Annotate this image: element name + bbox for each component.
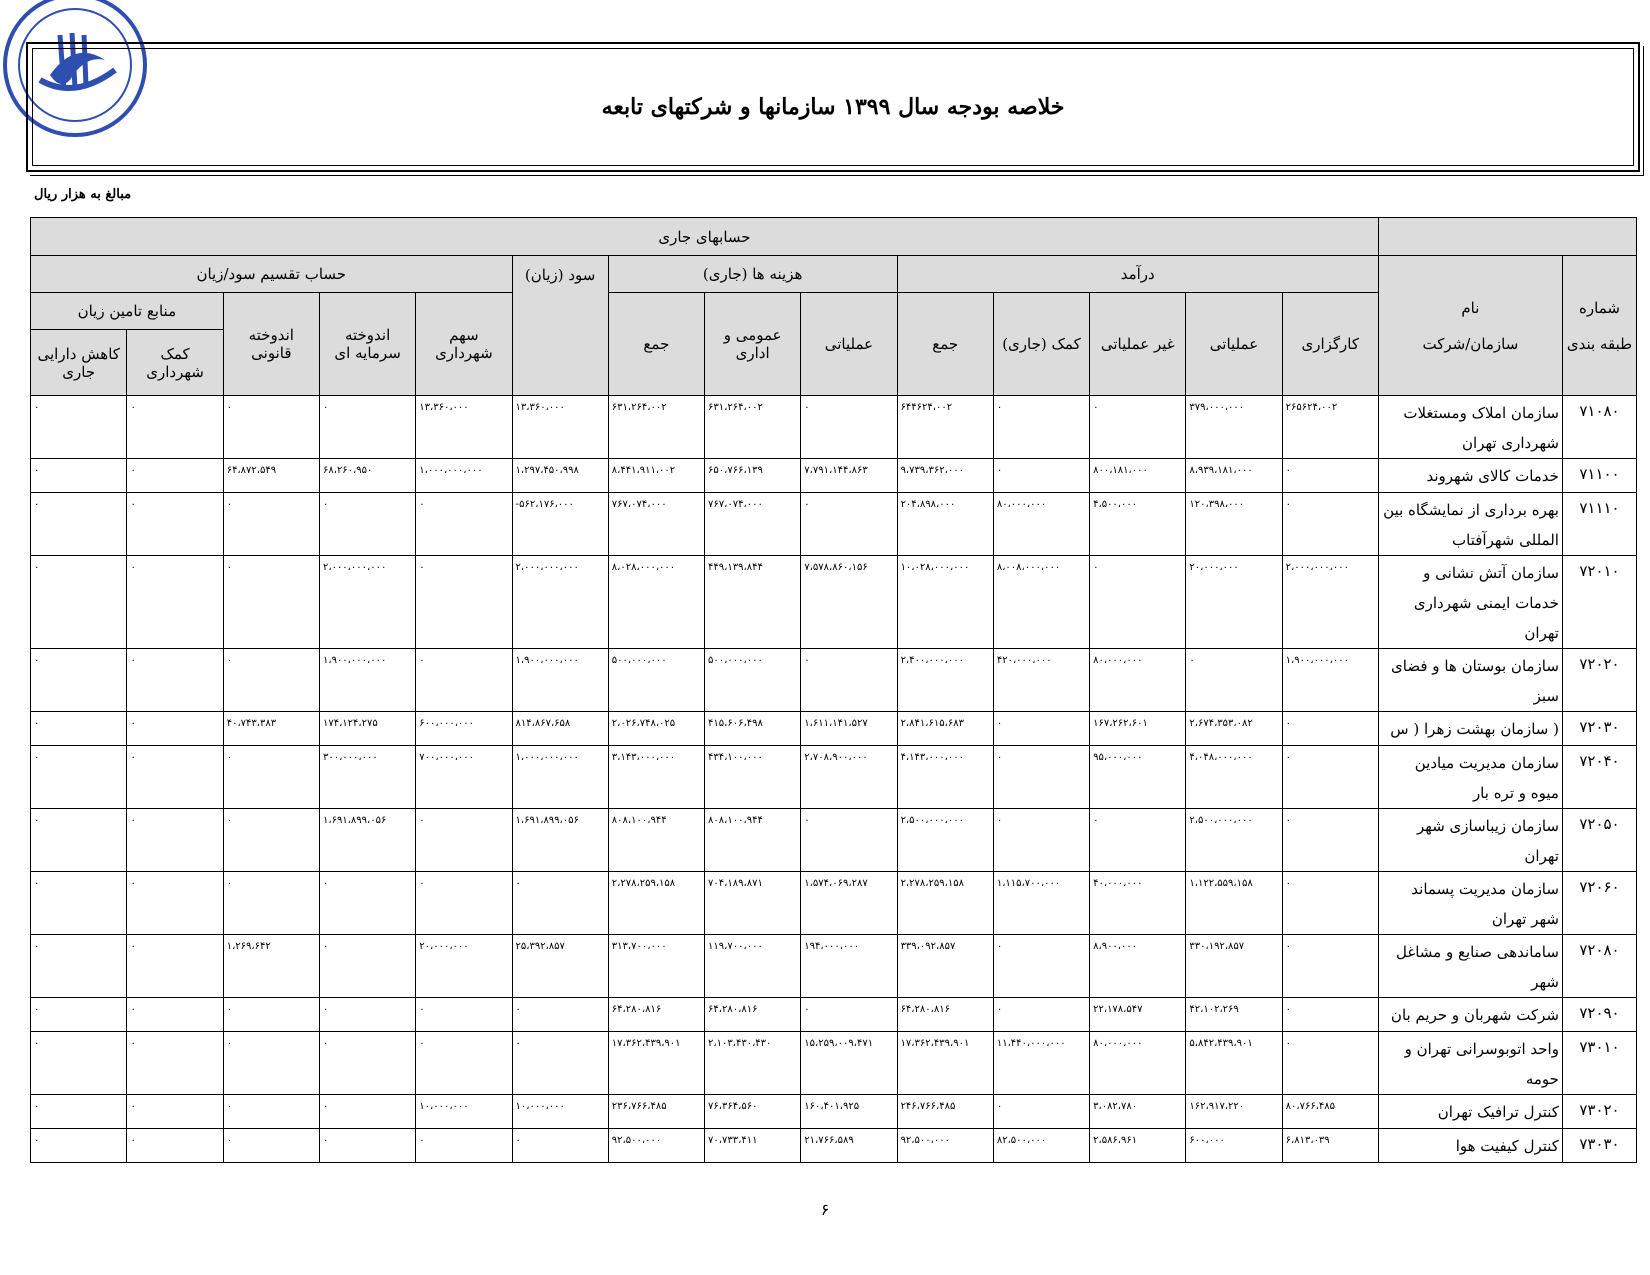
- row-value: ۰: [223, 493, 319, 556]
- row-value: ۱،۱۲۲،۵۵۹،۱۵۸: [1186, 872, 1282, 935]
- row-value: ۰: [993, 712, 1089, 746]
- row-value: ۱۷۴،۱۲۴،۲۷۵: [319, 712, 415, 746]
- row-value: ۷۰،۷۳۳،۴۱۱: [705, 1129, 801, 1163]
- row-value: ۰: [31, 649, 127, 712]
- row-value: ۰: [127, 935, 223, 998]
- row-value: ۲،۸۴۱،۶۱۵،۶۸۳: [897, 712, 993, 746]
- row-value: ۲،۶۷۴،۳۵۳،۰۸۲: [1186, 712, 1282, 746]
- row-value: ۲،۴۰۰،۰۰۰،۰۰۰: [897, 649, 993, 712]
- row-value: ۰: [127, 1129, 223, 1163]
- row-value: ۰: [31, 459, 127, 493]
- row-value: ۶۳۱،۲۶۴،۰۰۲: [705, 396, 801, 459]
- row-value: ۴۲،۱۰۲،۲۶۹: [1186, 998, 1282, 1032]
- row-value: ۱،۶۱۱،۱۴۱،۵۲۷: [801, 712, 897, 746]
- row-name: واحد اتوبوسرانی تهران و حومه: [1378, 1032, 1562, 1095]
- row-value: ۰: [31, 872, 127, 935]
- row-value: ۷۶،۳۶۴،۵۶۰: [705, 1095, 801, 1129]
- row-value: ۰: [416, 1129, 512, 1163]
- row-value: ۳۰۰،۰۰۰،۰۰۰: [319, 746, 415, 809]
- row-value: ۸۰۰،۱۸۱،۰۰۰: [1090, 459, 1186, 493]
- row-value: ۰: [319, 1032, 415, 1095]
- row-value: ۸۰،۰۰۰،۰۰۰: [993, 493, 1089, 556]
- table-row: [31, 556, 1637, 649]
- row-value: ۱۹۴،۰۰۰،۰۰۰: [801, 935, 897, 998]
- row-value: ۰: [127, 556, 223, 649]
- row-value: ۰: [1282, 872, 1378, 935]
- row-value: ۸۱۴،۸۶۷،۶۵۸: [512, 712, 608, 746]
- row-value: ۰: [223, 649, 319, 712]
- row-value: ۱۱،۴۴۰،۰۰۰،۰۰۰: [993, 1032, 1089, 1095]
- row-value: ۰: [31, 809, 127, 872]
- table-row: [31, 935, 1637, 998]
- row-value: ۲،۵۸۶،۹۶۱: [1090, 1129, 1186, 1163]
- header-income: درآمد: [897, 256, 1378, 293]
- header-profit-distribution: حساب تقسیم سود/زیان: [31, 256, 513, 293]
- row-code: ۷۲۰۳۰: [1562, 712, 1636, 746]
- table-body: [31, 396, 1637, 1163]
- row-value: ۰: [319, 872, 415, 935]
- row-value: ۰: [31, 935, 127, 998]
- row-value: ۲۰،۰۰۰،۰۰۰: [1186, 556, 1282, 649]
- row-value: ۰: [223, 998, 319, 1032]
- row-value: ۳۱۳،۷۰۰،۰۰۰: [608, 935, 704, 998]
- header-income-agency: کارگزاری: [1282, 293, 1378, 396]
- row-value: ۱۰،۰۲۸،۰۰۰،۰۰۰: [897, 556, 993, 649]
- row-value: ۰: [127, 872, 223, 935]
- row-value: ۱،۲۹۷،۴۵۰،۹۹۸: [512, 459, 608, 493]
- page-number: ۶: [820, 1200, 830, 1219]
- row-value: ۰: [801, 396, 897, 459]
- row-value: ۱۶۲،۹۱۷،۲۲۰: [1186, 1095, 1282, 1129]
- row-value: ۰: [319, 396, 415, 459]
- row-value: ۰: [512, 872, 608, 935]
- row-value: ۰: [416, 493, 512, 556]
- row-value: ۱۷،۳۶۲،۴۳۹،۹۰۱: [608, 1032, 704, 1095]
- row-value: ۰: [993, 396, 1089, 459]
- row-value: ۱،۶۹۱،۸۹۹،۰۵۶: [512, 809, 608, 872]
- row-value: ۰: [223, 746, 319, 809]
- header-expense: هزینه ها (جاری): [608, 256, 897, 293]
- header-expense-general: عمومی و اداری: [705, 293, 801, 396]
- row-value: ۴۳۴،۱۰۰،۰۰۰: [705, 746, 801, 809]
- row-value: ۰: [127, 746, 223, 809]
- row-value: ۱۰،۰۰۰،۰۰۰: [416, 1095, 512, 1129]
- row-value: ۰: [993, 998, 1089, 1032]
- table-row: [31, 1032, 1637, 1095]
- header-municipality-share: سهم شهرداری: [416, 293, 512, 396]
- row-value: ۶۴،۸۷۲،۵۴۹: [223, 459, 319, 493]
- row-value: ۰: [1282, 493, 1378, 556]
- row-value: ۱۳،۳۶۰،۰۰۰: [512, 396, 608, 459]
- row-code: ۷۱۰۸۰: [1562, 396, 1636, 459]
- row-code: ۷۳۰۳۰: [1562, 1129, 1636, 1163]
- row-value: ۶۸،۲۶۰،۹۵۰: [319, 459, 415, 493]
- row-value: ۷۶۷،۰۷۴،۰۰۰: [705, 493, 801, 556]
- row-value: ۶۰۰،۰۰۰،۰۰۰: [416, 712, 512, 746]
- row-value: ۹۲،۵۰۰،۰۰۰: [897, 1129, 993, 1163]
- row-value: ۷،۵۷۸،۸۶۰،۱۵۶: [801, 556, 897, 649]
- row-value: ۰: [801, 649, 897, 712]
- row-value: ۶۴۴۶۲۴،۰۰۲: [897, 396, 993, 459]
- table-row: [31, 459, 1637, 493]
- header-empty: [1378, 218, 1636, 256]
- row-name: ساماندهی صنایع و مشاغل شهر: [1378, 935, 1562, 998]
- row-value: ۰: [31, 1129, 127, 1163]
- row-value: ۰: [127, 649, 223, 712]
- row-value: ۳۳۹،۰۹۲،۸۵۷: [897, 935, 993, 998]
- row-value: ۰: [416, 649, 512, 712]
- row-code: ۷۲۰۹۰: [1562, 998, 1636, 1032]
- header-code: شماره طبقه بندی: [1562, 256, 1636, 396]
- row-value: ۲،۰۰۰،۰۰۰،۰۰۰: [512, 556, 608, 649]
- row-value: ۱۱۹،۷۰۰،۰۰۰: [705, 935, 801, 998]
- row-value: ۸۰،۰۰۰،۰۰۰: [1090, 1032, 1186, 1095]
- row-value: ۸،۰۰۸،۰۰۰،۰۰۰: [993, 556, 1089, 649]
- row-value: ۰: [801, 493, 897, 556]
- row-value: ۰: [801, 809, 897, 872]
- row-value: ۸،۰۲۸،۰۰۰،۰۰۰: [608, 556, 704, 649]
- row-value: ۱۵،۲۵۹،۰۰۹،۴۷۱: [801, 1032, 897, 1095]
- row-value: ۰: [319, 935, 415, 998]
- row-value: ۱،۹۰۰،۰۰۰،۰۰۰: [512, 649, 608, 712]
- row-value: ۸۰،۰۰۰،۰۰۰: [1090, 649, 1186, 712]
- row-code: ۷۱۱۱۰: [1562, 493, 1636, 556]
- row-code: ۷۱۱۰۰: [1562, 459, 1636, 493]
- row-value: ۰: [223, 556, 319, 649]
- row-value: ۶۴،۲۸۰،۸۱۶: [705, 998, 801, 1032]
- row-value: ۶۴،۲۸۰،۸۱۶: [608, 998, 704, 1032]
- table-row: [31, 1129, 1637, 1163]
- row-value: ۸۰۸،۱۰۰،۹۴۴: [608, 809, 704, 872]
- row-code: ۷۲۰۸۰: [1562, 935, 1636, 998]
- row-value: ۱،۹۰۰،۰۰۰،۰۰۰: [319, 649, 415, 712]
- header-income-non-operational: غیر عملیاتی: [1090, 293, 1186, 396]
- row-value: ۰: [512, 1032, 608, 1095]
- row-value: ۱،۹۰۰،۰۰۰،۰۰۰: [1282, 649, 1378, 712]
- header-income-operational: عملیاتی: [1186, 293, 1282, 396]
- row-value: ۰: [31, 712, 127, 746]
- row-value: ۲۰۴،۸۹۸،۰۰۰: [897, 493, 993, 556]
- row-value: ۷۰۴،۱۸۹،۸۷۱: [705, 872, 801, 935]
- row-value: ۷،۷۹۱،۱۴۴،۸۶۳: [801, 459, 897, 493]
- row-value: ۰: [512, 998, 608, 1032]
- row-value: ۰: [1282, 809, 1378, 872]
- row-value: ۱،۵۷۴،۰۶۹،۲۸۷: [801, 872, 897, 935]
- row-value: ۰: [416, 872, 512, 935]
- row-value: ۲۰،۰۰۰،۰۰۰: [416, 935, 512, 998]
- row-value: ۵۰۰،۰۰۰،۰۰۰: [608, 649, 704, 712]
- row-value: ۵،۸۴۲،۴۳۹،۹۰۱: [1186, 1032, 1282, 1095]
- budget-table: [30, 217, 1637, 1163]
- row-value: ۰: [416, 556, 512, 649]
- row-code: ۷۳۰۲۰: [1562, 1095, 1636, 1129]
- row-value: ۲،۰۰۰،۰۰۰،۰۰۰: [1282, 556, 1378, 649]
- row-value: ۰: [416, 1032, 512, 1095]
- row-value: ۴۲۰،۰۰۰،۰۰۰: [993, 649, 1089, 712]
- row-name: کنترل ترافیک تهران: [1378, 1095, 1562, 1129]
- row-value: ۲،۱۰۳،۴۳۰،۴۳۰: [705, 1032, 801, 1095]
- row-value: ۲،۵۰۰،۰۰۰،۰۰۰: [1186, 809, 1282, 872]
- row-name: سازمان مدیریت میادین میوه و تره بار: [1378, 746, 1562, 809]
- row-value: ۴۴۹،۱۳۹،۸۴۴: [705, 556, 801, 649]
- row-value: ۲۱،۷۶۶،۵۸۹: [801, 1129, 897, 1163]
- header-municipality-aid: کمک شهرداری: [127, 330, 223, 396]
- row-value: ۰: [801, 998, 897, 1032]
- row-value: ۰: [31, 556, 127, 649]
- header-expense-operational: عملیاتی: [801, 293, 897, 396]
- row-value: -۵۶۲،۱۷۶،۰۰۰: [512, 493, 608, 556]
- row-value: ۴۰،۰۰۰،۰۰۰: [1090, 872, 1186, 935]
- row-name: سازمان املاک ومستغلات شهرداری تهران: [1378, 396, 1562, 459]
- row-value: ۶،۸۱۳،۰۳۹: [1282, 1129, 1378, 1163]
- row-code: ۷۲۰۴۰: [1562, 746, 1636, 809]
- unit-note: مبالغ به هزار ریال: [34, 187, 132, 202]
- row-value: ۰: [319, 1129, 415, 1163]
- row-value: ۰: [223, 396, 319, 459]
- table-row: [31, 493, 1637, 556]
- row-value: ۶۴،۲۸۰،۸۱۶: [897, 998, 993, 1032]
- row-value: ۰: [223, 1032, 319, 1095]
- row-value: ۸۲،۵۰۰،۰۰۰: [993, 1129, 1089, 1163]
- row-value: ۱۶۷،۲۶۲،۶۰۱: [1090, 712, 1186, 746]
- row-value: ۸۰۸،۱۰۰،۹۴۴: [705, 809, 801, 872]
- header-asset-reduction: کاهش دارایی جاری: [31, 330, 127, 396]
- row-value: ۰: [223, 872, 319, 935]
- row-value: ۰: [319, 998, 415, 1032]
- row-name: خدمات کالای شهروند: [1378, 459, 1562, 493]
- row-code: ۷۲۰۶۰: [1562, 872, 1636, 935]
- row-value: ۸۰،۷۶۶،۴۸۵: [1282, 1095, 1378, 1129]
- row-value: ۸،۹۰۰،۰۰۰: [1090, 935, 1186, 998]
- row-value: ۰: [31, 396, 127, 459]
- row-value: ۰: [31, 493, 127, 556]
- row-value: ۰: [993, 746, 1089, 809]
- row-value: ۲،۲۷۸،۲۵۹،۱۵۸: [897, 872, 993, 935]
- row-name: کنترل کیفیت هوا: [1378, 1129, 1562, 1163]
- row-value: ۰: [1282, 746, 1378, 809]
- table-row: [31, 746, 1637, 809]
- row-value: ۰: [31, 1095, 127, 1129]
- header-capital-reserve: اندوخته سرمایه ای: [319, 293, 415, 396]
- row-value: ۰: [993, 935, 1089, 998]
- row-name: سازمان زیباسازی شهر تهران: [1378, 809, 1562, 872]
- row-name: سازمان بوستان ها و فضای سبز: [1378, 649, 1562, 712]
- row-value: ۱،۲۶۹،۶۴۲: [223, 935, 319, 998]
- row-value: ۰: [1090, 556, 1186, 649]
- row-value: ۰: [993, 459, 1089, 493]
- row-value: ۰: [1090, 809, 1186, 872]
- row-value: ۳۳۰،۱۹۲،۸۵۷: [1186, 935, 1282, 998]
- row-value: ۰: [416, 809, 512, 872]
- row-value: ۰: [1282, 1032, 1378, 1095]
- row-value: ۸،۹۳۹،۱۸۱،۰۰۰: [1186, 459, 1282, 493]
- row-value: ۱۰،۰۰۰،۰۰۰: [512, 1095, 608, 1129]
- row-value: ۶۵۰،۷۶۶،۱۳۹: [705, 459, 801, 493]
- row-value: ۱۶۰،۴۰۱،۹۲۵: [801, 1095, 897, 1129]
- row-name: بهره برداری از نمایشگاه بین المللی شهرآفتاب: [1378, 493, 1562, 556]
- row-value: ۰: [127, 1095, 223, 1129]
- row-value: ۱۷،۳۶۲،۴۳۹،۹۰۱: [897, 1032, 993, 1095]
- row-value: ۱،۱۱۵،۷۰۰،۰۰۰: [993, 872, 1089, 935]
- row-value: ۴۰،۷۴۳،۳۸۳: [223, 712, 319, 746]
- row-value: ۱۲۰،۳۹۸،۰۰۰: [1186, 493, 1282, 556]
- row-value: ۵۰۰،۰۰۰،۰۰۰: [705, 649, 801, 712]
- row-value: ۶۳۱،۲۶۴،۰۰۲: [608, 396, 704, 459]
- table-row: [31, 1095, 1637, 1129]
- row-value: ۲۳۶،۷۶۶،۴۸۵: [608, 1095, 704, 1129]
- row-value: ۲۴۶،۷۶۶،۴۸۵: [897, 1095, 993, 1129]
- row-value: ۶۰۰،۰۰۰: [1186, 1129, 1282, 1163]
- header-expense-total: جمع: [608, 293, 704, 396]
- row-code: ۷۳۰۱۰: [1562, 1032, 1636, 1095]
- row-name: سازمان مدیریت پسماند شهر تهران: [1378, 872, 1562, 935]
- row-value: ۰: [1282, 459, 1378, 493]
- row-value: ۲۵،۳۹۲،۸۵۷: [512, 935, 608, 998]
- row-value: ۰: [127, 712, 223, 746]
- row-value: ۴،۵۰۰،۰۰۰: [1090, 493, 1186, 556]
- row-name: شرکت شهربان و حریم بان: [1378, 998, 1562, 1032]
- header-income-aid: کمک (جاری): [993, 293, 1089, 396]
- row-code: ۷۲۰۱۰: [1562, 556, 1636, 649]
- row-value: ۷۰۰،۰۰۰،۰۰۰: [416, 746, 512, 809]
- row-value: ۱،۰۰۰،۰۰۰،۰۰۰: [512, 746, 608, 809]
- row-value: ۳۷۹،۰۰۰،۰۰۰: [1186, 396, 1282, 459]
- row-value: ۰: [31, 746, 127, 809]
- row-value: ۰: [127, 998, 223, 1032]
- row-value: ۳،۰۸۲،۷۸۰: [1090, 1095, 1186, 1129]
- table-row: [31, 649, 1637, 712]
- row-name: ( سازمان بهشت زهرا ( س: [1378, 712, 1562, 746]
- row-value: ۲،۰۲۶،۷۴۸،۰۲۵: [608, 712, 704, 746]
- page-title: خلاصه بودجه سال ۱۳۹۹ سازمانها و شرکتهای تابعه: [601, 94, 1065, 120]
- row-value: ۰: [1282, 935, 1378, 998]
- row-value: ۲،۲۷۸،۲۵۹،۱۵۸: [608, 872, 704, 935]
- table-row: [31, 712, 1637, 746]
- row-value: ۰: [127, 459, 223, 493]
- row-value: ۲۶۵۶۲۴،۰۰۲: [1282, 396, 1378, 459]
- row-value: ۷۶۷،۰۷۴،۰۰۰: [608, 493, 704, 556]
- row-value: ۰: [319, 1095, 415, 1129]
- row-value: ۰: [127, 809, 223, 872]
- row-value: ۱،۶۹۱،۸۹۹،۰۵۶: [319, 809, 415, 872]
- title-frame: [26, 42, 1640, 172]
- header-profit: سود (زیان): [512, 256, 608, 396]
- row-value: ۰: [127, 493, 223, 556]
- row-value: ۱،۰۰۰،۰۰۰،۰۰۰: [416, 459, 512, 493]
- header-current-accounts: حسابهای جاری: [31, 218, 1379, 256]
- table-row: [31, 998, 1637, 1032]
- row-value: ۰: [1090, 396, 1186, 459]
- row-value: ۲،۵۰۰،۰۰۰،۰۰۰: [897, 809, 993, 872]
- header-name: نام سازمان/شرکت: [1378, 256, 1562, 396]
- header-loss-funding: منابع تامین زیان: [31, 293, 224, 330]
- row-value: ۳،۱۴۳،۰۰۰،۰۰۰: [608, 746, 704, 809]
- header-income-total: جمع: [897, 293, 993, 396]
- row-value: ۸،۴۴۱،۹۱۱،۰۰۲: [608, 459, 704, 493]
- row-name: سازمان آتش نشانی و خدمات ایمنی شهرداری تهران: [1378, 556, 1562, 649]
- table-row: [31, 396, 1637, 459]
- row-value: ۰: [993, 1095, 1089, 1129]
- row-value: ۰: [223, 1129, 319, 1163]
- row-value: ۹۵،۰۰۰،۰۰۰: [1090, 746, 1186, 809]
- row-value: ۰: [416, 998, 512, 1032]
- row-value: ۰: [993, 809, 1089, 872]
- row-code: ۷۲۰۲۰: [1562, 649, 1636, 712]
- row-value: ۰: [223, 1095, 319, 1129]
- row-value: ۰: [223, 809, 319, 872]
- row-value: ۲،۷۰۸،۹۰۰،۰۰۰: [801, 746, 897, 809]
- row-value: ۰: [127, 1032, 223, 1095]
- row-value: ۹۲،۵۰۰،۰۰۰: [608, 1129, 704, 1163]
- row-value: ۴،۱۴۳،۰۰۰،۰۰۰: [897, 746, 993, 809]
- row-value: ۰: [1282, 998, 1378, 1032]
- row-value: ۰: [319, 493, 415, 556]
- header-legal-reserve: اندوخته قانونی: [223, 293, 319, 396]
- row-value: ۱۳،۳۶۰،۰۰۰: [416, 396, 512, 459]
- row-value: ۰: [31, 1032, 127, 1095]
- row-code: ۷۲۰۵۰: [1562, 809, 1636, 872]
- row-value: ۲۲،۱۷۸،۵۴۷: [1090, 998, 1186, 1032]
- row-value: ۴،۰۴۸،۰۰۰،۰۰۰: [1186, 746, 1282, 809]
- table-row: [31, 872, 1637, 935]
- row-value: ۰: [1186, 649, 1282, 712]
- row-value: ۰: [31, 998, 127, 1032]
- row-value: ۰: [127, 396, 223, 459]
- row-value: ۹،۷۳۹،۳۶۲،۰۰۰: [897, 459, 993, 493]
- row-value: ۲،۰۰۰،۰۰۰،۰۰۰: [319, 556, 415, 649]
- row-value: ۰: [1282, 712, 1378, 746]
- table-row: [31, 809, 1637, 872]
- row-value: ۴۱۵،۶۰۶،۴۹۸: [705, 712, 801, 746]
- row-value: ۰: [512, 1129, 608, 1163]
